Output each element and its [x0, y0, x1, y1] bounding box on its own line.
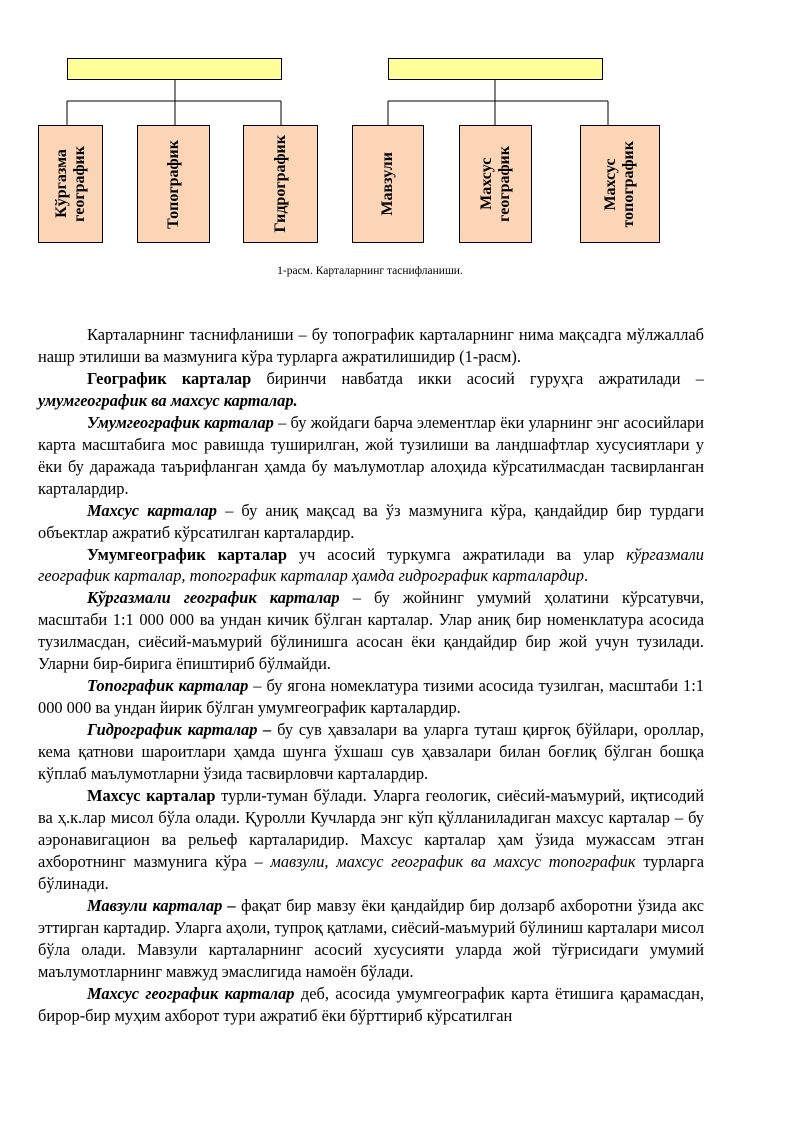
classification-diagram — [0, 0, 800, 260]
category-box-topographic — [137, 125, 210, 243]
text-run: фақат бир мавзу ёки қандайдир бир долзарб ахборотни ўзида акс эттирган картадир. Уларга аҳоли, тупроқ қатлами, сиёсий-маъмурий бўлиниш карталари мисол бўла олади. Мавзули карталарнинг асосий хусусияти уларда жой тўғрисидаги умумий маълумотларнинг мавжуд эмаслигида намоён бўлади. — [38, 895, 705, 981]
text-run: мавзули, махсус географик ва махсус топографик — [270, 851, 636, 871]
body-text — [38, 324, 704, 1027]
paragraph — [38, 324, 704, 368]
text-run: Карталарнинг таснифланиши – бу топографик карталарнинг нима мақсадга мўлжаллаб нашр этилиши ва мазмунига кўра турларга ажратилишидир (1-расм). — [38, 325, 704, 366]
paragraph — [38, 675, 704, 719]
text-run: Географик карталар — [87, 368, 252, 388]
text-run: уч асосий туркумга ажратилади ва улар — [286, 544, 627, 564]
paragraph — [38, 587, 704, 675]
category-box-special-geographic — [459, 125, 532, 243]
paragraph — [38, 983, 704, 1027]
text-run: Топографик карталар — [87, 676, 249, 696]
text-run: Махсус карталар — [87, 786, 216, 806]
category-box-special-topographic — [580, 125, 660, 243]
text-run: Умумгеографик карталар — [87, 544, 287, 564]
category-box-hydrographic — [243, 125, 318, 243]
category-label: Мавзули — [379, 152, 396, 216]
category-label: Кўргазма географик — [52, 146, 88, 222]
category-label: Махсус географик — [477, 146, 513, 222]
category-label: Топографик — [164, 139, 182, 229]
text-run: деб, асосида умумгеографик карта ётишига қарамасдан, бирор-бир муҳим ахборот тури ажратиб ёки бўрттириб кўрсатилган — [38, 983, 704, 1025]
category-box-thematic — [352, 125, 424, 243]
text-run: Мавзули карталар – — [87, 895, 236, 915]
text-run: умумгеографик ва махсус карталар. — [38, 390, 298, 410]
text-run: – бу аниқ мақсад ва ўз мазмунига кўра, қандайдир бир турдаги объектлар ажратиб кўрсатилган карталардир. — [38, 500, 704, 542]
text-run: – бу жойдаги барча элементлар ёки уларнинг энг асосийлари карта масштабига мос равишда туширилган, жой тузилиши ва ландшафтлар хусусиятлари у ёки бу даражада таърифланган ҳамда бу маълумотлар алоҳида кўрсатилмасдан тасвирланган карталардир. — [38, 412, 704, 498]
paragraph — [38, 500, 704, 544]
text-run: Кўргазмали географик карталар — [87, 588, 340, 608]
figure-caption: 1-расм. Карталарнинг таснифланиши. — [277, 265, 463, 277]
text-run: Гидрографик карталар – — [87, 720, 272, 740]
header-box-special — [388, 58, 603, 80]
paragraph — [38, 544, 704, 588]
text-run: бу сув ҳавзалари ва уларга туташ қирғоқ бўйлари, ороллар, кема қатнови шароитлари ҳамда шунга ўхшаш сув ҳавзалари билан боғлиқ бўлган бошқа кўплаб маълумотларни ўзида тасвирловчи карталардир. — [38, 720, 704, 784]
text-run: – бу ягона номеклатура тизими асосида тузилган, масштаби 1:1 000 000 ва ундан йирик бўлган умумгеографик карталардир. — [38, 676, 704, 718]
text-run: . — [583, 566, 589, 586]
text-run: Махсус географик карталар — [87, 983, 295, 1003]
paragraph — [38, 719, 704, 785]
header-box-general-geographic — [67, 58, 282, 80]
paragraph — [38, 895, 704, 983]
text-run: турларга бўлинади. — [38, 851, 705, 893]
text-run: Умумгеографик карталар — [87, 412, 274, 432]
text-run: кўргазмали географик карталар, топографик карталар ҳамда гидрографик карталардир — [38, 544, 704, 586]
paragraph — [38, 368, 704, 412]
category-box-kurgazma — [38, 125, 103, 243]
paragraph — [38, 785, 704, 895]
text-run: Махсус карталар — [87, 500, 217, 520]
category-label: Гидрографик — [271, 135, 289, 233]
category-label: Махсус топографик — [602, 140, 637, 228]
paragraph — [38, 412, 704, 500]
text-run: биринчи навбатда икки асосий гуруҳга ажратилади – — [251, 368, 704, 388]
text-run: – бу жойнинг умумий ҳолатини кўрсатувчи, масштаби 1:1 000 000 ва ундан кичик бўлган карталар. Улар аниқ бир номенклатура асосида тузилмасдан, сиёсий-маъмурий бўлинишга асосан ёки қандайдир бир жой учун тузилади. Уларни бир-бирига ёпиштириб бўлмайди. — [38, 588, 705, 674]
text-run: турли-туман бўлади. Уларга геологик, сиёсий-маъмурий, иқтисодий ва ҳ.к.лар мисол бўла олади. Қуролли Кучларда энг кўп қўлланиладиган махсус карталар – бу аэронавигацион ва рельеф карталаридир. Махсус карталар ҳам ўзида мужассам этган ахборотнинг мазмунига кўра – — [38, 786, 705, 871]
